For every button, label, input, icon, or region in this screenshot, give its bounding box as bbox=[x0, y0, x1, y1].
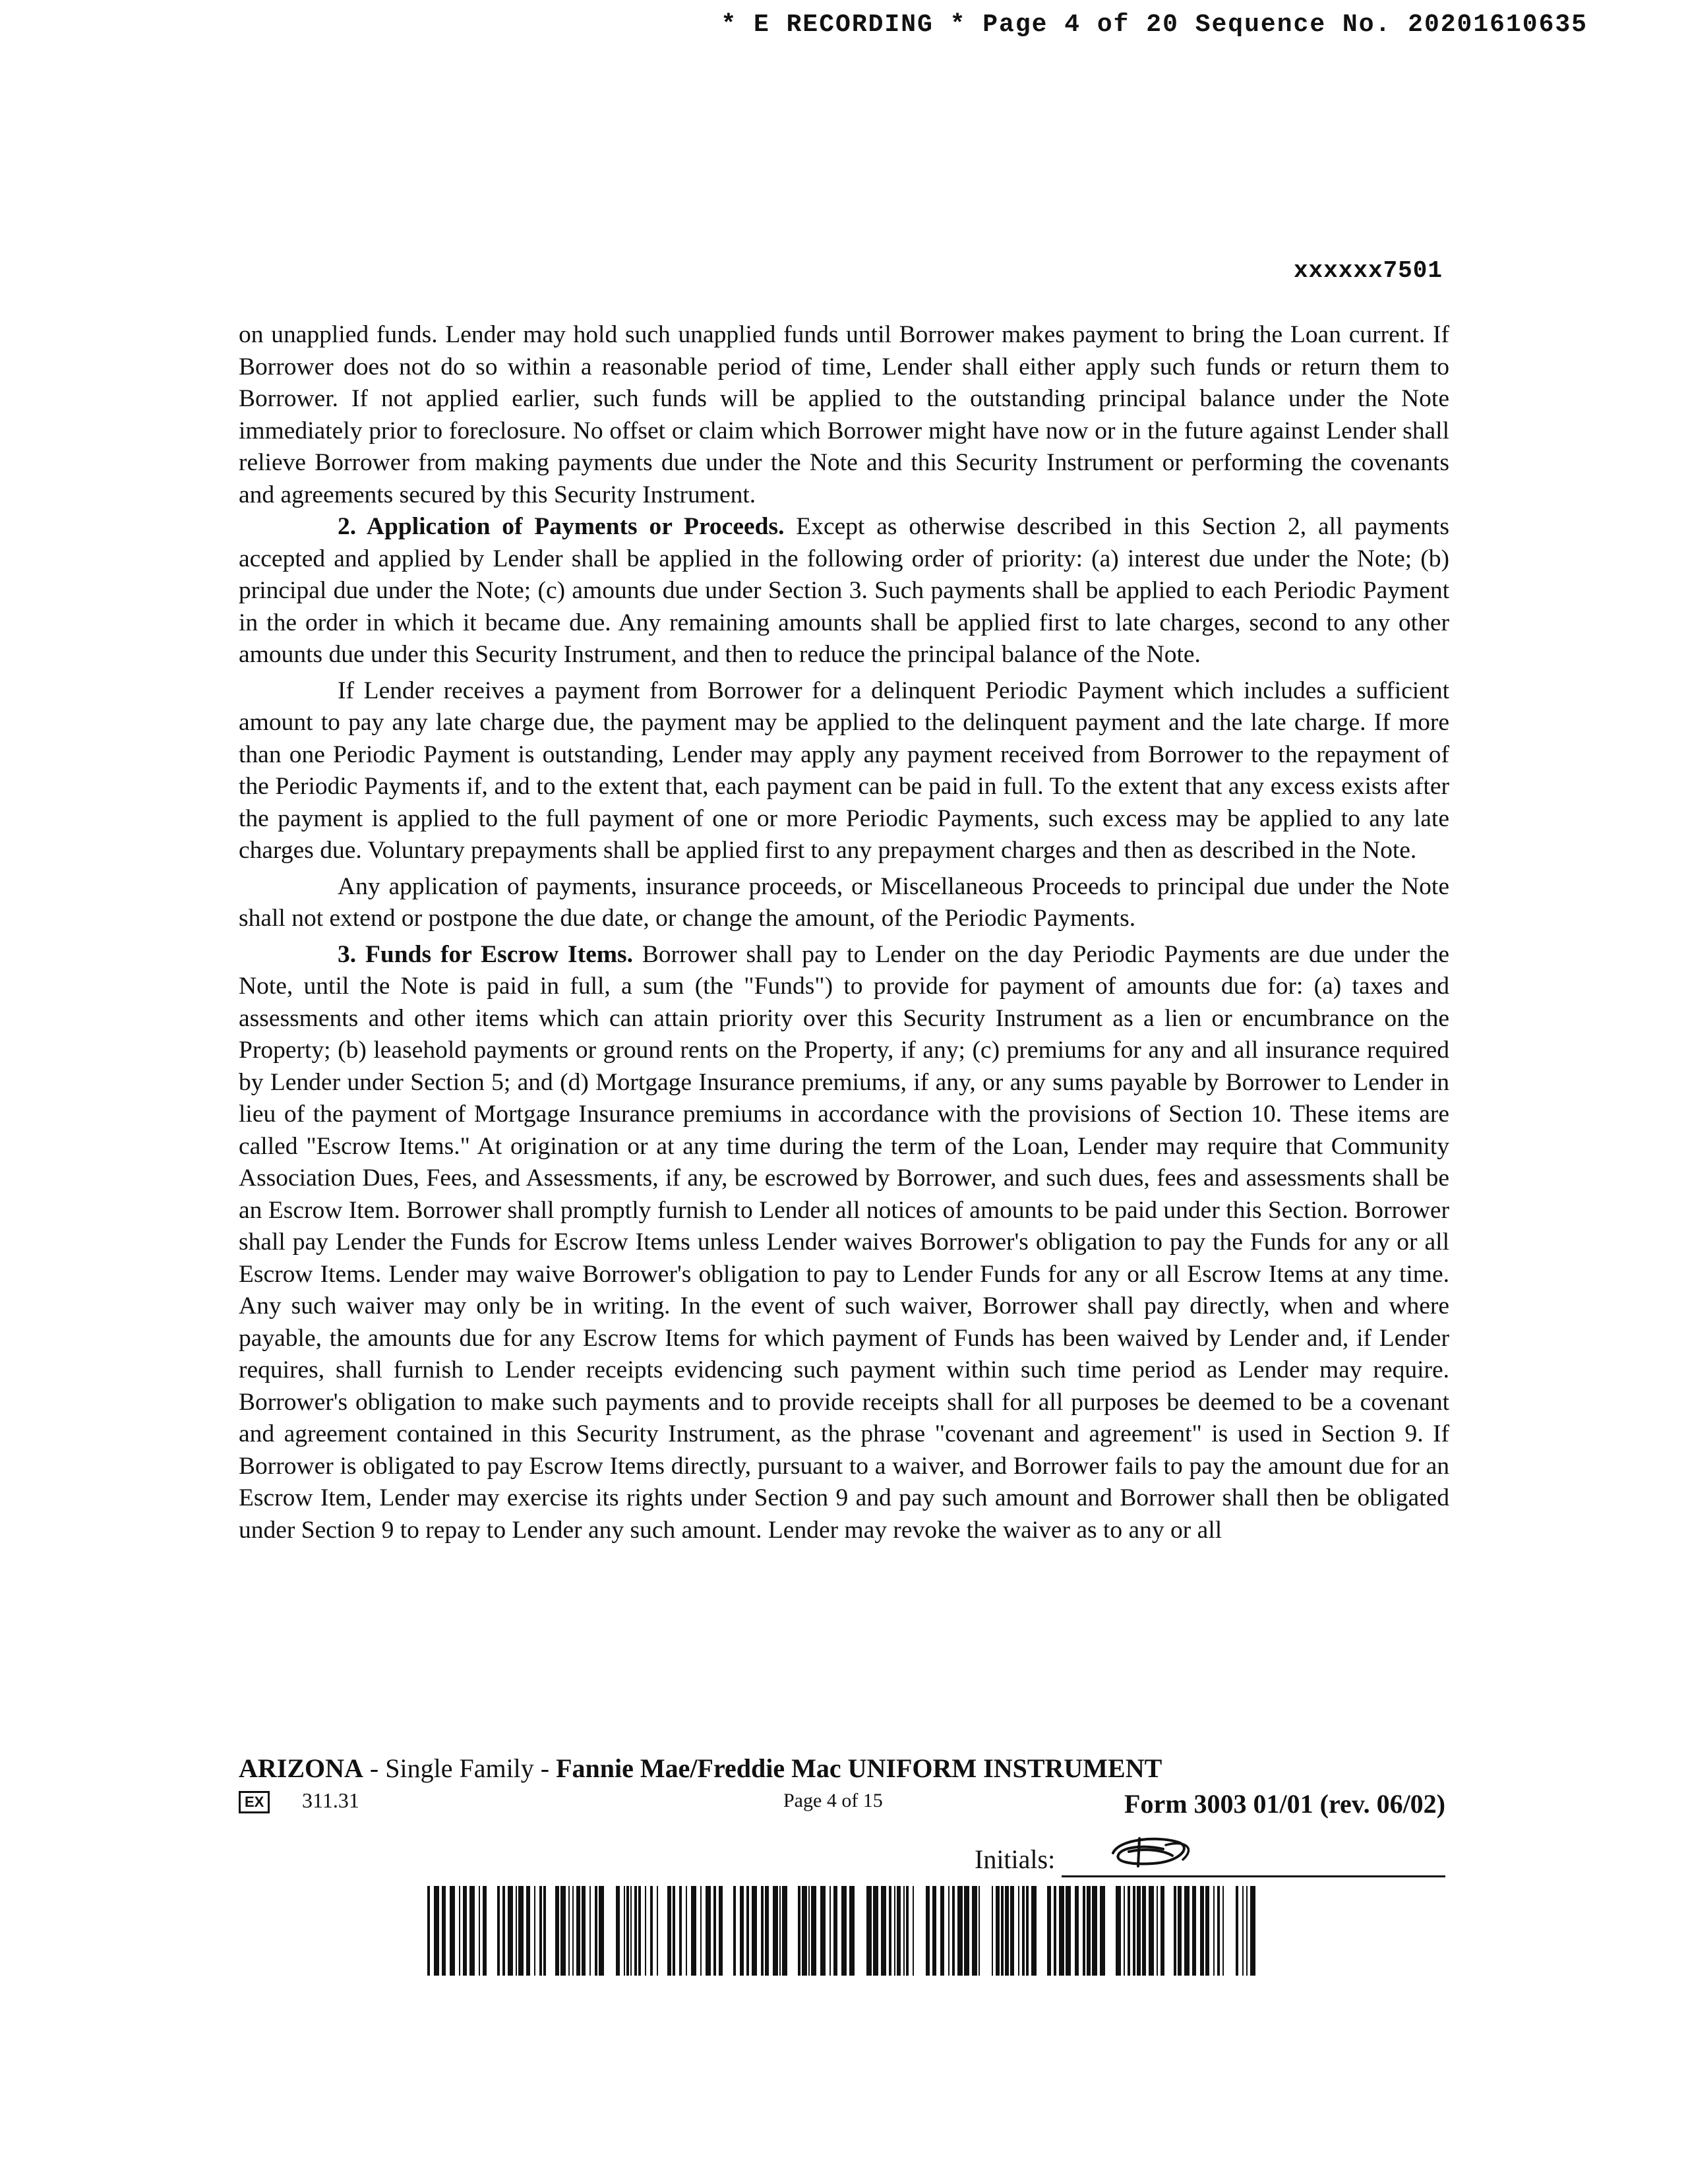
handwritten-initials-icon bbox=[1100, 1833, 1199, 1873]
section-3-paragraph bbox=[239, 939, 1449, 1547]
paragraph-unapplied-funds: on unapplied funds. Lender may hold such unapplied funds until Borrower makes payment to bring the Loan current. If Borrower does not do so within a reasonable period of time, Lender shall either apply such funds or return them to Borrower. If not applied earlier, such funds will be applied to the outstanding principal balance under the Note immediately prior to foreclosure. No offset or claim which Borrower might have now or in the future against Lender shall relieve Borrower from making payments due under the Note and this Security Instrument or performing the covenants and agreements secured by this Security Instrument. bbox=[239, 321, 1449, 508]
footer-state: ARIZONA bbox=[239, 1753, 363, 1783]
initials-block bbox=[975, 1833, 1445, 1879]
section-3-heading: 3. Funds for Escrow Items. bbox=[338, 940, 633, 968]
ex-logo-icon: EX bbox=[239, 1791, 270, 1813]
footer-row bbox=[239, 1788, 1445, 1821]
document-body bbox=[239, 319, 1449, 1546]
initials-label: Initials: bbox=[975, 1844, 1056, 1874]
section-3-text: Borrower shall pay to Lender on the day Periodic Payments are due under the Note, until the Note is paid in full, a sum (the "Funds") to provide for payment of amounts due for: (a) taxes and assessments and other items which can attain priority over this Security Instrument as a lien or encumbrance on the Property; (b) leasehold payments or ground rents on the Property, if any; (c) premiums for any and all insurance required by Lender under Section 5; and (d) Mortgage Insurance premiums, if any, or any sums payable by Borrower to Lender in lieu of the payment of Mortgage Insurance premiums in accordance with the provisions of Section 10. These items are called "Escrow Items." At origination or at any time during the term of the Loan, Lender may require that Community Association Dues, Fees, and Assessments, if any, be escrowed by Borrower, and such dues, fees and assessments shall be an Escrow Item. Borrower shall promptly furnish to Lender all notices of amounts to be paid under this Section. Borrower shall pay Lender the Funds for Escrow Items unless Lender waives Borrower's obligation to pay the Funds for any or all Escrow Items. Lender may waive Borrower's obligation to pay to Lender Funds for any or all Escrow Items at any time. Any such waiver may only be in writing. In the event of such waiver, Borrower shall pay directly, when and where payable, the amounts due for any Escrow Items for which payment of Funds has been waived by Lender and, if Lender requires, shall furnish to Lender receipts evidencing such payment within such time period as Lender may require. Borrower's obligation to make such payments and to provide receipts shall for all purposes be deemed to be a covenant and agreement contained in this Security Instrument, as the phrase "covenant and agreement" is used in Section 9. If Borrower is obligated to pay Escrow Items directly, pursuant to a waiver, and Borrower fails to pay the amount due for an Escrow Item, Lender may exercise its rights under Section 9 and pay such amount and Borrower shall then be obligated under Section 9 to repay to Lender any such amount. Lender may revoke the waiver as to any or all bbox=[239, 940, 1449, 1544]
loan-reference-number: xxxxxx7501 bbox=[1293, 257, 1443, 284]
initials-line bbox=[1062, 1875, 1445, 1877]
section-2-heading: 2. Application of Payments or Proceeds. bbox=[338, 513, 785, 540]
paragraph-delinquent-payment: If Lender receives a payment from Borrower for a delinquent Periodic Payment which includes a sufficient amount to pay any late charge due, the payment may be applied to the delinquent payment and the late charge. If more than one Periodic Payment is outstanding, Lender may apply any payment received from Borrower to the repayment of the Periodic Payments if, and to the extent that, each payment can be paid in full. To the extent that any excess exists after the payment is applied to the full payment of one or more Periodic Payments, such excess may be applied to any late charges due. Voluntary prepayments shall be applied first to any prepayment charges and then as described in the Note. bbox=[239, 677, 1449, 864]
footer-separator: - Single Family - bbox=[363, 1753, 557, 1783]
footer-instrument: Fannie Mae/Freddie Mac UNIFORM INSTRUMENT bbox=[556, 1753, 1162, 1783]
footer-page-number: Page 4 of 15 bbox=[783, 1790, 883, 1811]
section-2-paragraph bbox=[239, 511, 1449, 671]
barcode-icon bbox=[427, 1886, 1258, 1976]
footer-instrument-title bbox=[239, 1753, 1162, 1784]
paragraph-application-of-payments: Any application of payments, insurance proceeds, or Miscellaneous Proceeds to principal due under the Note shall not extend or postpone the due date, or change the amount, of the Periodic Payments. bbox=[239, 872, 1449, 932]
footer-form-code: 311.31 bbox=[302, 1788, 359, 1812]
section-2-text: Except as otherwise described in this Section 2, all payments accepted and applied by Lender shall be applied in the following order of priority: (a) interest due under the Note; (b) principal due under the Note; (c) amounts due under Section 3. Such payments shall be applied to each Periodic Payment in the order in which it became due. Any remaining amounts shall be applied first to late charges, second to any other amounts due under this Security Instrument, and then to reduce the principal balance of the Note. bbox=[239, 513, 1450, 668]
footer-form-number: Form 3003 01/01 (rev. 06/02) bbox=[1124, 1789, 1445, 1819]
recording-header: * E RECORDING * Page 4 of 20 Sequence No. 20201610635 bbox=[721, 11, 1588, 39]
